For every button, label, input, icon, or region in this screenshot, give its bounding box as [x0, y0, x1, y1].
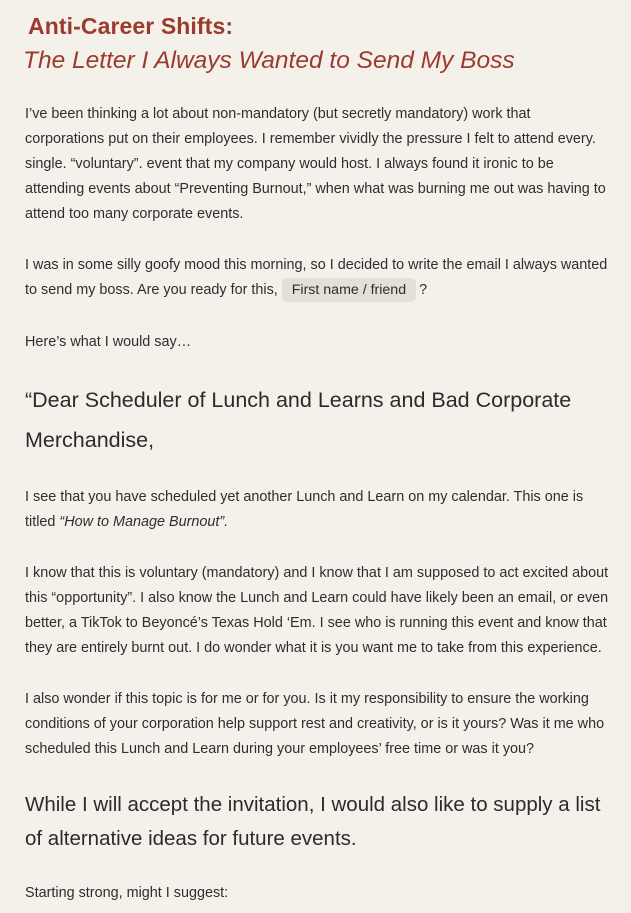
page-subtitle: The Letter I Always Wanted to Send My Boss — [23, 47, 515, 74]
mood-paragraph-end: ? — [419, 282, 428, 299]
mood-paragraph-text: I was in some silly goofy mood this morning, so I decided to write the email I always wanted to send my boss. Are you ready for this, — [25, 257, 608, 299]
calendar-paragraph-text: I see that you have scheduled yet another Lunch and Learn on my calendar. This one is titled — [25, 489, 584, 531]
page-title: Anti-Career Shifts: — [28, 13, 234, 39]
mood-paragraph — [25, 253, 610, 303]
calendar-paragraph — [25, 485, 610, 535]
responsibility-paragraph: I also wonder if this topic is for me or for you. Is it my responsibility to ensure the working conditions of your corporation help support rest and creativity, or is it yours? Was it me who scheduled this Lunch and Learn during your employees’ free time or was it you? — [25, 691, 605, 758]
suggestion-paragraph: Starting strong, might I suggest: — [25, 885, 229, 901]
alternatives-heading: While I will accept the invitation, I would also like to supply a list of alternative ideas for future events. — [25, 793, 601, 850]
lead-in-paragraph: Here’s what I would say… — [25, 334, 192, 350]
event-title: “How to Manage Burnout”. — [59, 514, 229, 531]
letter-salutation: “Dear Scheduler of Lunch and Learns and Bad Corporate Merchandise, — [25, 388, 572, 452]
intro-paragraph: I’ve been thinking a lot about non-mandatory (but secretly mandatory) work that corporations put on their employees. I remember vividly the pressure I felt to attend every. single. “voluntary”. event that my company would host. I always found it ironic to be attending events about “Preventing Burnout,” when what was burning me out was having to attend too many corporate events. — [25, 106, 606, 223]
first-name-merge-tag[interactable]: First name / friend — [282, 278, 416, 302]
voluntary-paragraph: I know that this is voluntary (mandatory) and I know that I am supposed to act excited about this “opportunity”. I also know the Lunch and Learn could have likely been an email, or even better, a TikTok to Beyoncé’s Texas Hold ‘Em. I see who is running this event and know that they are entirely burnt out. I do wonder what it is you want me to take from this experience. — [25, 565, 609, 657]
